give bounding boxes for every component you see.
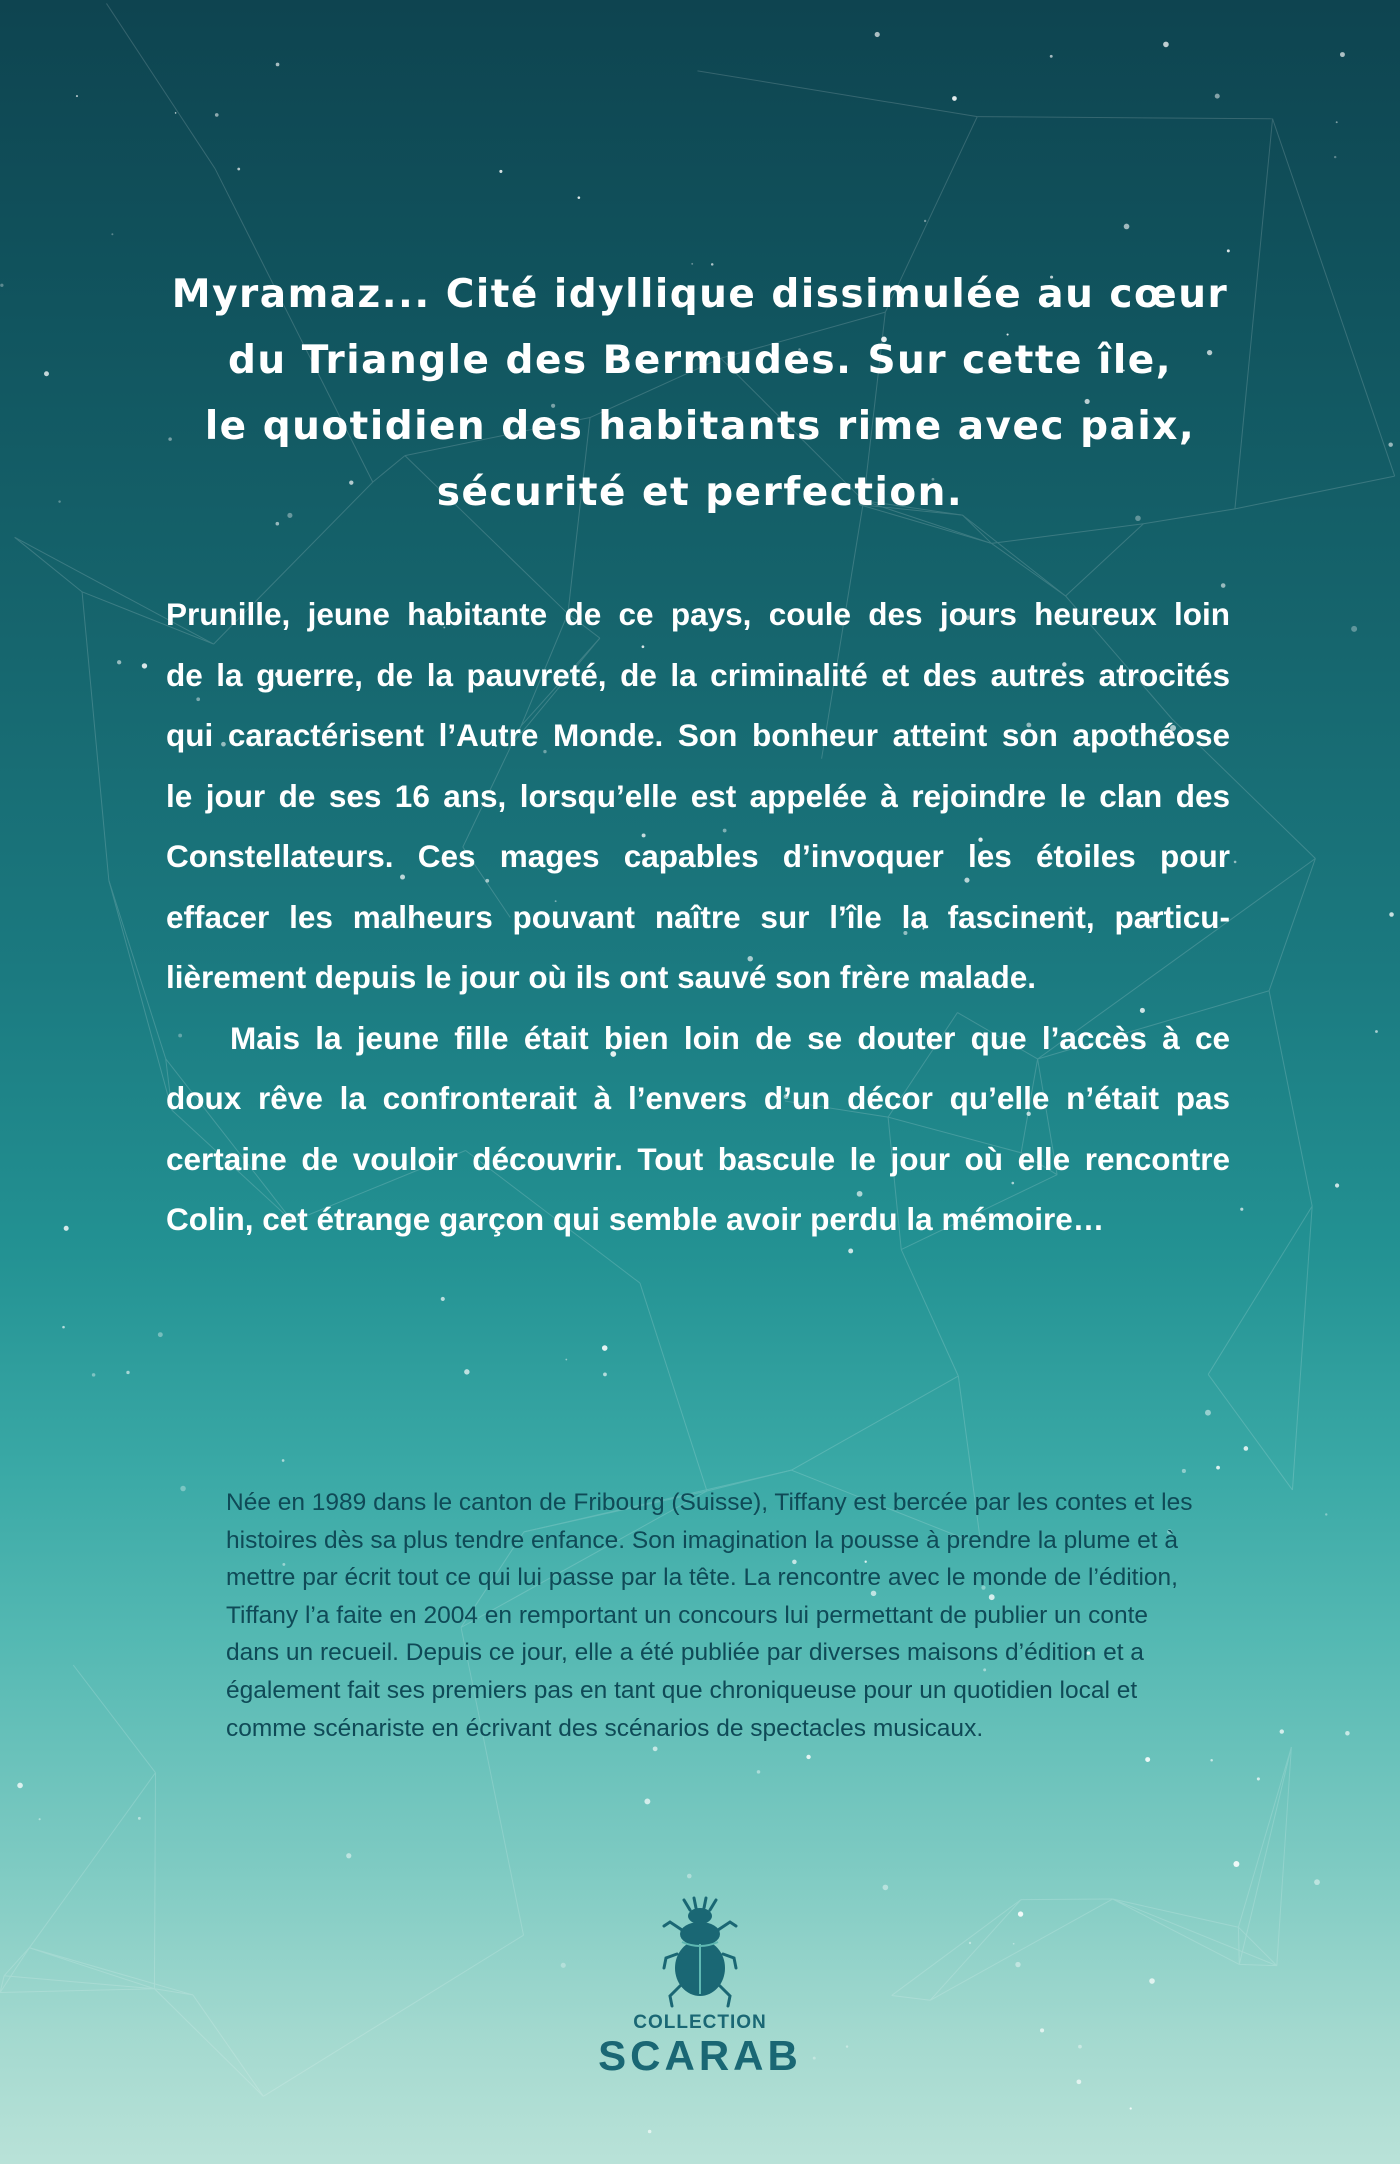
synopsis-line: doux rêve la confronterait à l’envers d’un décor qu’elle n’était pas [166,1080,1230,1116]
synopsis-line: lièrement depuis le jour où ils ont sauvé son frère malade. [166,959,1037,995]
logo-name: SCARAB [598,2032,802,2079]
synopsis-line: effacer les malheurs pouvant naître sur l’île la fascinent, particu- [166,898,1230,935]
bio-line: Tiffany l’a faite en 2004 en remportant un concours lui permettant de publier un conte [226,1601,1149,1629]
synopsis-line: Prunille, jeune habitante de ce pays, coule des jours heureux loin [166,596,1230,632]
author-bio [226,1484,1193,1747]
synopsis-line: de la guerre, de la pauvreté, de la criminalité et des autres atrocités [166,656,1230,693]
bio-line: mettre par écrit tout ce qui lui passe par la tête. La rencontre avec le monde de l’édition, [226,1564,1178,1592]
tagline-line: sécurité et perfection. [436,470,964,515]
tagline [150,262,1250,526]
synopsis-line: le jour de ses 16 ans, lorsqu’elle est appelée à rejoindre le clan des [166,777,1230,814]
synopsis-paragraph [166,584,1230,1008]
scarab-beetle-icon [660,1896,740,2008]
tagline-line: du Triangle des Bermudes. Sur cette île, [227,338,1173,383]
collection-scarab-logo [580,1896,820,2086]
logo-collection-label: COLLECTION [633,2012,767,2033]
synopsis [166,584,1230,1250]
synopsis-line: Constellateurs. Ces mages capables d’invoquer les étoiles pour [166,838,1230,874]
bio-line: également fait ses premiers pas en tant que chroniqueuse pour un quotidien local et [226,1676,1138,1704]
bio-line: comme scénariste en écrivant des scénarios de spectacles musicaux. [226,1714,984,1742]
synopsis-paragraph [166,1008,1230,1250]
bio-line: histoires dès sa plus tendre enfance. Son imagination la pousse à prendre la plume et à [226,1526,1179,1554]
synopsis-line: Colin, cet étrange garçon qui semble avoir perdu la mémoire… [166,1201,1105,1237]
bio-line: Née en 1989 dans le canton de Fribourg (Suisse), Tiffany est bercée par les contes et les [226,1489,1193,1516]
synopsis-line: Mais la jeune fille était bien loin de se douter que l’accès à ce [230,1019,1230,1056]
synopsis-line: certaine de vouloir découvrir. Tout bascule le jour où elle rencontre [166,1140,1230,1177]
tagline-line: Myramaz... Cité idyllique dissimulée au cœur [171,272,1229,317]
bio-line: dans un recueil. Depuis ce jour, elle a été publiée par diverses maisons d’édition et a [226,1639,1144,1667]
tagline-line: le quotidien des habitants rime avec paix, [204,404,1196,449]
synopsis-line: qui caractérisent l’Autre Monde. Son bonheur atteint son apothéose [166,717,1230,753]
